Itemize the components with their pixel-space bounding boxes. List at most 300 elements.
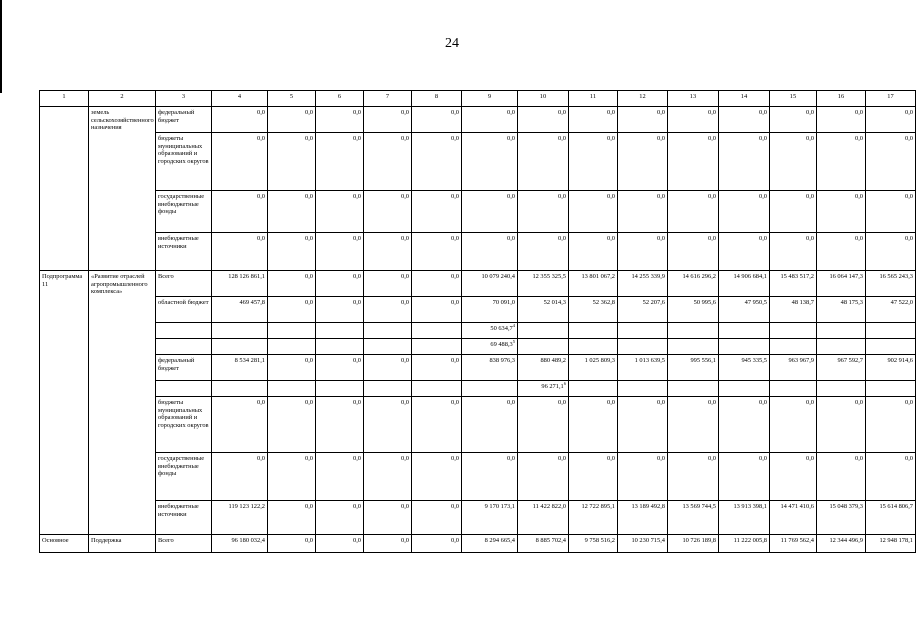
value-cell (770, 107, 817, 133)
funding-source-cell: федеральный бюджет (156, 355, 212, 381)
table-row (40, 397, 916, 453)
value-text: 0,0 (657, 135, 665, 142)
value-cell (268, 323, 316, 339)
footnote-marker: 5 (512, 338, 515, 344)
value-cell (719, 355, 770, 381)
header-cell: 2 (89, 91, 156, 107)
value-text: 0,0 (451, 193, 459, 200)
value-cell (316, 381, 364, 397)
value-cell (569, 355, 618, 381)
value-text: 0,0 (558, 455, 566, 462)
value-text: 469 457,8 (239, 299, 265, 306)
value-text: 0,0 (353, 193, 361, 200)
value-text: 47 522,0 (890, 299, 913, 306)
value-cell (412, 107, 462, 133)
value-text: 8 885 702,4 (535, 537, 566, 544)
value-text: 14 906 684,1 (733, 273, 767, 280)
value-cell (462, 535, 518, 553)
value-text: 0,0 (353, 455, 361, 462)
value-text: 0,0 (401, 399, 409, 406)
value-cell (770, 323, 817, 339)
value-cell (268, 501, 316, 535)
value-cell (866, 453, 916, 501)
value-cell (569, 107, 618, 133)
value-cell (668, 133, 719, 191)
value-text: 0,0 (257, 193, 265, 200)
value-text: 0,0 (451, 503, 459, 510)
value-text: 0,0 (451, 235, 459, 242)
funding-source-cell: государственные внебюджетные фонды (156, 191, 212, 233)
value-cell (462, 381, 518, 397)
value-text: 0,0 (905, 135, 913, 142)
value-cell (719, 297, 770, 323)
funding-source-cell: федеральный бюджет (156, 107, 212, 133)
value-text: 0,0 (305, 109, 313, 116)
value-text: 13 189 492,8 (631, 503, 665, 510)
value-text: 0,0 (558, 235, 566, 242)
program-name-cell: Поддержка (89, 535, 156, 553)
value-text: 0,0 (607, 455, 615, 462)
value-text: 14 255 339,9 (631, 273, 665, 280)
value-cell (719, 535, 770, 553)
value-text: 0,0 (305, 273, 313, 280)
value-cell (817, 107, 866, 133)
value-cell (268, 271, 316, 297)
value-text: 0,0 (657, 235, 665, 242)
value-cell (316, 107, 364, 133)
value-cell (212, 453, 268, 501)
value-text: 0,0 (451, 109, 459, 116)
value-cell (866, 535, 916, 553)
header-cell: 14 (719, 91, 770, 107)
value-text: 880 489,2 (540, 357, 566, 364)
value-text: 13 913 398,1 (733, 503, 767, 510)
value-cell (719, 323, 770, 339)
value-cell (462, 107, 518, 133)
value-cell (719, 233, 770, 271)
value-text: 50 995,6 (693, 299, 716, 306)
value-cell (719, 191, 770, 233)
value-cell (866, 133, 916, 191)
value-text: 0,0 (905, 455, 913, 462)
value-cell (569, 397, 618, 453)
value-text: 0,0 (657, 399, 665, 406)
table-row (40, 453, 916, 501)
value-cell (268, 381, 316, 397)
value-cell (719, 381, 770, 397)
value-text: 52 014,3 (543, 299, 566, 306)
value-cell (866, 397, 916, 453)
table-row (40, 501, 916, 535)
value-text: 69 488,3 (490, 341, 513, 348)
value-cell (462, 323, 518, 339)
value-cell (618, 339, 668, 355)
table-row (40, 107, 916, 133)
value-text: 0,0 (451, 537, 459, 544)
value-cell (569, 271, 618, 297)
value-cell (618, 271, 668, 297)
value-cell (618, 107, 668, 133)
value-cell (866, 297, 916, 323)
value-cell (316, 133, 364, 191)
funding-source-cell: государственные внебюджетные фонды (156, 453, 212, 501)
value-cell (817, 397, 866, 453)
value-cell (817, 271, 866, 297)
value-text: 0,0 (451, 299, 459, 306)
value-text: 9 758 516,2 (584, 537, 615, 544)
value-cell (316, 355, 364, 381)
value-text: 0,0 (855, 455, 863, 462)
value-text: 10 079 240,4 (481, 273, 515, 280)
value-cell (569, 297, 618, 323)
value-text: 0,0 (558, 109, 566, 116)
value-cell (212, 107, 268, 133)
value-cell (668, 501, 719, 535)
value-text: 0,0 (855, 193, 863, 200)
value-cell (364, 397, 412, 453)
value-cell (364, 453, 412, 501)
value-text: 0,0 (305, 235, 313, 242)
value-text: 0,0 (855, 399, 863, 406)
value-cell (364, 323, 412, 339)
funding-source-cell (156, 339, 212, 355)
value-cell (668, 381, 719, 397)
value-cell (364, 271, 412, 297)
value-text: 16 565 243,3 (879, 273, 913, 280)
value-cell (817, 297, 866, 323)
value-text: 0,0 (401, 109, 409, 116)
value-text: 0,0 (657, 455, 665, 462)
value-cell (770, 297, 817, 323)
value-text: 0,0 (607, 193, 615, 200)
value-text: 0,0 (708, 235, 716, 242)
header-cell: 16 (817, 91, 866, 107)
value-cell (618, 501, 668, 535)
value-text: 1 025 809,3 (584, 357, 615, 364)
value-cell (412, 191, 462, 233)
value-cell (462, 339, 518, 355)
value-text: 1 013 639,5 (634, 357, 665, 364)
table-row (40, 339, 916, 355)
value-cell (316, 453, 364, 501)
value-text: 0,0 (353, 235, 361, 242)
left-margin-rule (0, 0, 2, 93)
value-text: 0,0 (759, 109, 767, 116)
value-cell (412, 339, 462, 355)
value-cell (668, 297, 719, 323)
value-cell (462, 501, 518, 535)
value-text: 0,0 (855, 235, 863, 242)
program-code-cell: Основное (40, 535, 89, 553)
value-text: 0,0 (507, 135, 515, 142)
value-text: 0,0 (305, 193, 313, 200)
value-text: 0,0 (905, 235, 913, 242)
value-text: 902 914,6 (887, 357, 913, 364)
value-cell (518, 107, 569, 133)
value-text: 0,0 (353, 299, 361, 306)
value-text: 0,0 (708, 455, 716, 462)
value-text: 0,0 (708, 109, 716, 116)
program-name-cell: земель сельскохозяйственного назначения (89, 107, 156, 271)
value-cell (866, 271, 916, 297)
funding-source-cell (156, 323, 212, 339)
value-cell (817, 381, 866, 397)
value-text: 0,0 (905, 193, 913, 200)
value-cell (719, 397, 770, 453)
page-number: 24 (445, 36, 459, 51)
value-text: 0,0 (451, 399, 459, 406)
value-cell (268, 297, 316, 323)
value-text: 15 048 379,3 (829, 503, 863, 510)
value-cell (618, 323, 668, 339)
value-cell (462, 453, 518, 501)
value-text: 0,0 (401, 193, 409, 200)
value-text: 0,0 (708, 399, 716, 406)
value-text: 945 335,5 (741, 357, 767, 364)
value-cell (364, 133, 412, 191)
value-cell (212, 535, 268, 553)
value-text: 0,0 (607, 235, 615, 242)
program-name-cell: «Развитие отраслей агропромышленного комплекса» (89, 271, 156, 535)
value-cell (668, 323, 719, 339)
value-text: 119 123 122,2 (228, 503, 265, 510)
value-cell (770, 397, 817, 453)
value-cell (268, 339, 316, 355)
value-text: 13 569 744,5 (682, 503, 716, 510)
value-cell (518, 297, 569, 323)
value-cell (770, 339, 817, 355)
value-text: 0,0 (806, 193, 814, 200)
value-cell (719, 133, 770, 191)
value-cell (668, 191, 719, 233)
value-cell (364, 339, 412, 355)
value-cell (668, 233, 719, 271)
value-text: 11 422 822,0 (532, 503, 566, 510)
value-cell (412, 233, 462, 271)
value-cell (719, 271, 770, 297)
funding-source-cell: Всего (156, 271, 212, 297)
value-cell (770, 271, 817, 297)
value-cell (462, 271, 518, 297)
value-cell (518, 355, 569, 381)
header-cell: 8 (412, 91, 462, 107)
value-cell (668, 535, 719, 553)
table-row (40, 133, 916, 191)
table-row (40, 381, 916, 397)
value-cell (462, 355, 518, 381)
value-text: 0,0 (451, 273, 459, 280)
value-cell (518, 397, 569, 453)
value-cell (569, 133, 618, 191)
value-text: 0,0 (451, 135, 459, 142)
value-text: 12 355 325,5 (532, 273, 566, 280)
value-text: 0,0 (759, 193, 767, 200)
value-text: 8 534 281,1 (234, 357, 265, 364)
value-cell (817, 133, 866, 191)
value-text: 48 138,7 (791, 299, 814, 306)
value-text: 0,0 (507, 109, 515, 116)
value-cell (770, 381, 817, 397)
value-text: 52 207,6 (642, 299, 665, 306)
value-cell (770, 191, 817, 233)
header-cell: 13 (668, 91, 719, 107)
value-text: 0,0 (401, 299, 409, 306)
budget-table (39, 90, 916, 553)
value-text: 0,0 (401, 273, 409, 280)
value-text: 0,0 (353, 537, 361, 544)
value-cell (462, 191, 518, 233)
value-cell (817, 323, 866, 339)
funding-source-cell: внебюджетные источники (156, 233, 212, 271)
value-cell (668, 355, 719, 381)
value-text: 15 483 517,2 (780, 273, 814, 280)
value-cell (364, 233, 412, 271)
value-cell (212, 297, 268, 323)
value-cell (569, 381, 618, 397)
header-cell: 17 (866, 91, 916, 107)
value-cell (569, 453, 618, 501)
value-cell (316, 297, 364, 323)
value-cell (866, 107, 916, 133)
value-text: 14 616 296,2 (682, 273, 716, 280)
value-cell (364, 381, 412, 397)
value-cell (412, 397, 462, 453)
value-text: 0,0 (353, 357, 361, 364)
header-cell: 15 (770, 91, 817, 107)
value-text: 0,0 (905, 399, 913, 406)
value-text: 14 471 410,6 (780, 503, 814, 510)
value-text: 0,0 (905, 109, 913, 116)
value-cell (412, 297, 462, 323)
value-cell (569, 191, 618, 233)
value-cell (866, 339, 916, 355)
value-cell (817, 191, 866, 233)
value-cell (412, 381, 462, 397)
header-cell: 3 (156, 91, 212, 107)
value-text: 995 556,1 (690, 357, 716, 364)
value-text: 0,0 (353, 273, 361, 280)
value-text: 9 170 173,1 (484, 503, 515, 510)
value-text: 0,0 (607, 135, 615, 142)
value-text: 0,0 (507, 235, 515, 242)
value-cell (618, 453, 668, 501)
value-cell (268, 397, 316, 453)
value-cell (866, 501, 916, 535)
header-cell: 6 (316, 91, 364, 107)
value-text: 0,0 (507, 193, 515, 200)
value-cell (518, 323, 569, 339)
value-text: 15 614 806,7 (879, 503, 913, 510)
value-cell (719, 501, 770, 535)
value-text: 12 722 895,1 (581, 503, 615, 510)
value-cell (770, 233, 817, 271)
value-cell (518, 453, 569, 501)
value-cell (668, 271, 719, 297)
value-cell (618, 381, 668, 397)
value-cell (618, 397, 668, 453)
value-text: 0,0 (257, 399, 265, 406)
value-text: 50 634,7 (490, 325, 513, 332)
value-text: 0,0 (305, 537, 313, 544)
value-text: 13 801 067,2 (581, 273, 615, 280)
value-text: 0,0 (305, 357, 313, 364)
value-text: 0,0 (353, 399, 361, 406)
value-cell (618, 133, 668, 191)
value-text: 0,0 (353, 503, 361, 510)
header-cell: 11 (569, 91, 618, 107)
value-cell (817, 535, 866, 553)
value-text: 0,0 (708, 135, 716, 142)
program-code-cell: Подпрограмма 11 (40, 271, 89, 535)
table-row (40, 323, 916, 339)
value-cell (618, 233, 668, 271)
value-text: 0,0 (401, 503, 409, 510)
value-text: 0,0 (759, 235, 767, 242)
value-text: 0,0 (305, 299, 313, 306)
value-cell (212, 339, 268, 355)
value-cell (364, 191, 412, 233)
value-cell (668, 397, 719, 453)
value-cell (817, 501, 866, 535)
value-cell (268, 453, 316, 501)
value-text: 0,0 (708, 193, 716, 200)
value-cell (668, 339, 719, 355)
table-row (40, 535, 916, 553)
value-cell (212, 381, 268, 397)
value-cell (364, 297, 412, 323)
value-text: 0,0 (401, 455, 409, 462)
value-text: 11 769 562,4 (780, 537, 814, 544)
value-text: 0,0 (257, 455, 265, 462)
value-text: 10 726 189,8 (682, 537, 716, 544)
value-text: 10 230 715,4 (631, 537, 665, 544)
value-cell (412, 133, 462, 191)
value-text: 0,0 (607, 399, 615, 406)
header-cell: 9 (462, 91, 518, 107)
footnote-marker: 4 (512, 322, 515, 328)
value-text: 0,0 (401, 537, 409, 544)
value-text: 0,0 (759, 455, 767, 462)
funding-source-cell: областной бюджет (156, 297, 212, 323)
value-cell (518, 339, 569, 355)
value-cell (316, 339, 364, 355)
value-cell (668, 107, 719, 133)
value-cell (316, 501, 364, 535)
table-row (40, 191, 916, 233)
value-cell (618, 191, 668, 233)
value-cell (569, 323, 618, 339)
value-cell (462, 233, 518, 271)
value-cell (518, 191, 569, 233)
value-cell (316, 323, 364, 339)
value-cell (817, 355, 866, 381)
value-text: 0,0 (507, 399, 515, 406)
value-cell (569, 233, 618, 271)
funding-source-cell (156, 381, 212, 397)
value-cell (817, 233, 866, 271)
value-cell (364, 355, 412, 381)
value-text: 0,0 (507, 455, 515, 462)
value-text: 47 950,5 (744, 299, 767, 306)
footnote-marker: 6 (563, 380, 566, 386)
value-text: 0,0 (401, 135, 409, 142)
value-cell (268, 355, 316, 381)
value-text: 0,0 (305, 455, 313, 462)
value-cell (268, 107, 316, 133)
value-cell (618, 297, 668, 323)
value-text: 0,0 (451, 455, 459, 462)
table-row (40, 297, 916, 323)
